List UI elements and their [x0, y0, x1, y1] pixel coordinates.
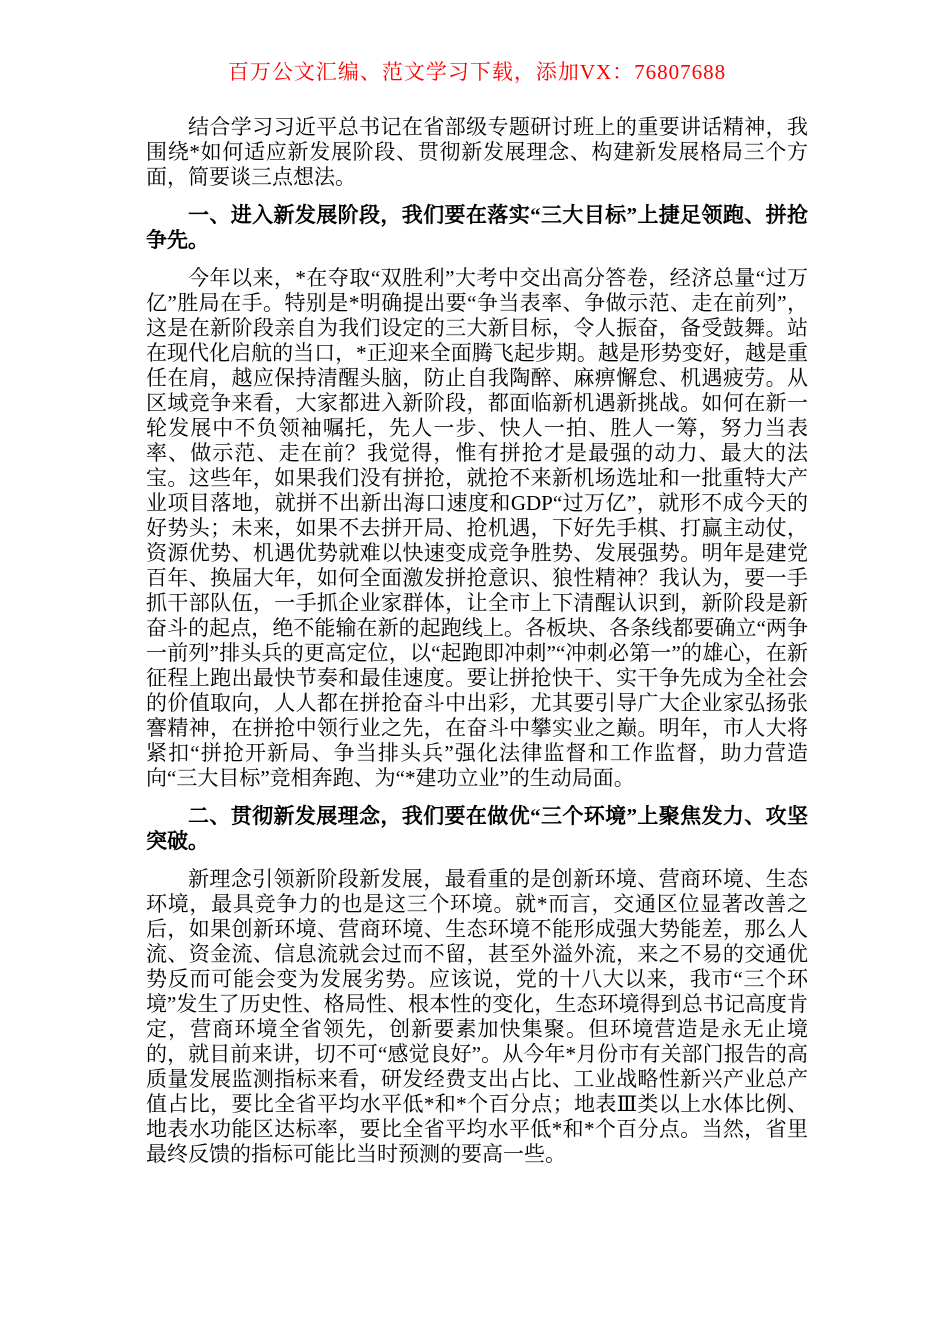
- section-1-body: 今年以来，*在夺取“双胜利”大考中交出高分答卷，经济总量“过万亿”胜局在手。特别是*明确提出要“争当表率、争做示范、走在前列”，这是在新阶段亲自为我们设定的三大新目标，令人振奋，备受鼓舞。站在现代化启航的当口，*正迎来全面腾飞起步期。越是形势变好，越是重任在肩，越应保持清醒头脑，防止自我陶醉、麻痹懈怠、机遇疲劳。从区域竞争来看，大家都进入新阶段，都面临新机遇新挑战。如何在新一轮发展中不负领袖嘱托，先人一步、快人一拍、胜人一筹，努力当表率、做示范、走在前？我觉得，惟有拼抢才是最强的动力、最大的法宝。这些年，如果我们没有拼抢，就抢不来新机场选址和一批重特大产业项目落地，就拼不出新出海口速度和GDP“过万亿”，就形不成今天的好势头；未来，如果不去拼开局、抢机遇，下好先手棋、打赢主动仗，资源优势、机遇优势就难以快速变成竞争胜势、发展强势。明年是建党百年、换届大年，如何全面激发拼抢意识、狼性精神？我认为，要一手抓干部队伍，一手抓企业家群体，让全市上下清醒认识到，新阶段是新奋斗的起点，绝不能输在新的起跑线上。各板块、各条线都要确立“两争一前列”排头兵的更高定位，以“起跑即冲刺”“冲刺必第一”的雄心，在新征程上跑出最快节奏和最佳速度。要让拼抢快干、实干争先成为全社会的价值取向，人人都在拼抢奋斗中出彩，尤其要引导广大企业家弘扬张謇精神，在拼抢中领行业之先，在奋斗中攀实业之巅。明年，市人大将紧扣“拼抢开新局、争当排头兵”强化法律监督和工作监督，助力营造向“三大目标”竞相奔跑、为“*建功立业”的生动局面。: [146, 266, 808, 790]
- section-1-heading: 一、进入新发展阶段，我们要在落实“三大目标”上捷足领跑、拼抢争先。: [146, 203, 808, 252]
- section-2-body: 新理念引领新阶段新发展，最看重的是创新环境、营商环境、生态环境，最具竞争力的也是这三个环境。就*而言，交通区位显著改善之后，如果创新环境、营商环境、生态环境不能形成强大势能差，那么人流、资金流、信息流就会过而不留，甚至外溢外流，来之不易的交通优势反而可能会变为发展劣势。应该说，党的十八大以来，我市“三个环境”发生了历史性、格局性、根本性的变化，生态环境得到总书记高度肯定，营商环境全省领先，创新要素加快集聚。但环境营造是永无止境的，就目前来讲，切不可“感觉良好”。从今年*月份市有关部门报告的高质量发展监测指标来看，研发经费支出占比、工业战略性新兴产业总产值占比，要比全省平均水平低*和*个百分点；地表Ⅲ类以上水体比例、地表水功能区达标率，要比全省平均水平低*和*个百分点。当然，省里最终反馈的指标可能比当时预测的要高一些。: [146, 867, 808, 1166]
- intro-paragraph: 结合学习习近平总书记在省部级专题研讨班上的重要讲话精神，我围绕*如何适应新发展阶段、贯彻新发展理念、构建新发展格局三个方面，简要谈三点想法。: [146, 115, 808, 189]
- section-2-heading: 二、贯彻新发展理念，我们要在做优“三个环境”上聚焦发力、攻坚突破。: [146, 804, 808, 853]
- promo-banner: 百万公文汇编、范文学习下载，添加VX：76807688: [227, 60, 727, 84]
- document-body: [146, 115, 808, 1167]
